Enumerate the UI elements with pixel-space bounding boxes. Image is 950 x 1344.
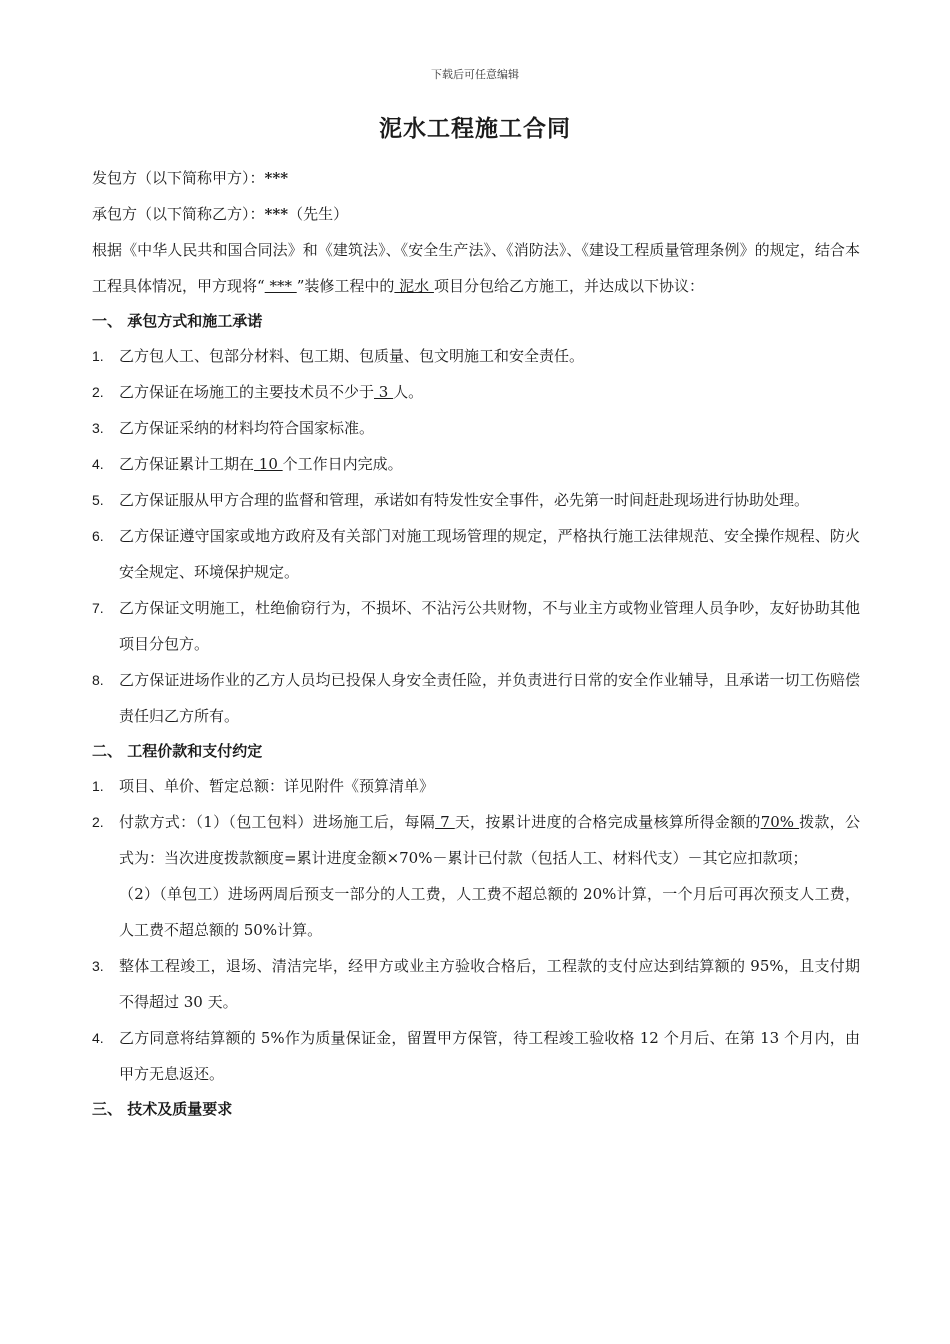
list-item bbox=[92, 590, 860, 662]
item-text: 付款方式：（1）（包工包料）进场施工后，每隔 bbox=[119, 813, 436, 831]
section-2-heading: 二、 工程价款和支付约定 bbox=[92, 742, 263, 760]
item-number: 3. bbox=[92, 958, 104, 974]
item-number: 4. bbox=[92, 456, 104, 472]
party-a-value: *** bbox=[264, 169, 289, 187]
intro-text-1: 根据《中华人民共和国合同法》和《建筑法》、《安全生产法》、《消防法》、《建设工程质量管理条例》的规定，结合本工程具体情况，甲方现将“ bbox=[92, 241, 860, 295]
list-item bbox=[92, 374, 860, 410]
item-text: 乙方保证在场施工的主要技术员不少于 bbox=[119, 383, 375, 401]
item-text: 乙方保证进场作业的乙方人员均已投保人身安全责任险，并负责进行日常的安全作业辅导，且承诺一切工伤赔偿责任归乙方所有。 bbox=[119, 671, 860, 725]
payment-sub-clause: （2）（单包工）进场两周后预支一部分的人工费，人工费不超总额的 20%计算，一个月后可再次预支人工费，人工费不超总额的 50%计算。 bbox=[119, 885, 860, 939]
item-text: 乙方同意将结算额的 5%作为质量保证金，留置甲方保管，待工程竣工验收格 12 个月后、在第 13 个月内，由甲方无息返还。 bbox=[119, 1029, 860, 1083]
payment-percent-blank: 70% bbox=[760, 813, 800, 831]
item-text: 乙方保证服从甲方合理的监督和管理，承诺如有特发性安全事件，必先第一时间赶赴现场进行协助处理。 bbox=[119, 491, 810, 509]
item-text: 乙方保证累计工期在 bbox=[119, 455, 255, 473]
party-b-value: *** bbox=[264, 205, 289, 223]
item-number: 4. bbox=[92, 1030, 104, 1046]
list-item bbox=[92, 948, 860, 1020]
list-item bbox=[92, 662, 860, 734]
payment-interval-blank: 7 bbox=[435, 813, 455, 831]
list-item bbox=[92, 338, 860, 374]
list-item bbox=[92, 804, 860, 876]
item-text: 项目、单价、暂定总额：详见附件《预算清单》 bbox=[119, 777, 435, 795]
intro-text-3: 项目分包给乙方施工，并达成以下协议： bbox=[433, 277, 704, 295]
list-item bbox=[92, 410, 860, 446]
item-number: 8. bbox=[92, 672, 104, 688]
section-1-heading: 一、 承包方式和施工承诺 bbox=[92, 312, 263, 330]
item-name-blank: 泥水 bbox=[394, 277, 434, 295]
party-a-label: 发包方（以下简称甲方）： bbox=[92, 169, 265, 187]
document-title: 泥水工程施工合同 bbox=[379, 116, 571, 142]
section-3-heading: 三、 技术及质量要求 bbox=[92, 1100, 233, 1118]
item-text: 天，按累计进度的合格完成量核算所得金额的 bbox=[454, 813, 761, 831]
item-text: 乙方包人工、包部分材料、包工期、包质量、包文明施工和安全责任。 bbox=[119, 347, 585, 365]
header-note: 下载后可任意编辑 bbox=[431, 68, 519, 81]
item-number: 2. bbox=[92, 384, 104, 400]
item-number: 3. bbox=[92, 420, 104, 436]
item-text: 乙方保证采纳的材料均符合国家标准。 bbox=[119, 419, 375, 437]
item-text: 整体工程竣工，退场、清洁完毕，经甲方或业主方验收合格后，工程款的支付应达到结算额的 95%，且支付期不得超过 30 天。 bbox=[119, 957, 860, 1011]
party-b-line bbox=[92, 196, 860, 232]
item-number: 1. bbox=[92, 778, 104, 794]
item-text: 乙方保证文明施工，杜绝偷窃行为，不损坏、不沾污公共财物，不与业主方或物业管理人员争吵，友好协助其他项目分包方。 bbox=[119, 599, 860, 653]
party-b-label: 承包方（以下简称乙方）： bbox=[92, 205, 265, 223]
item-number: 5. bbox=[92, 492, 104, 508]
party-b-suffix: （先生） bbox=[288, 205, 349, 223]
item-number: 7. bbox=[92, 600, 104, 616]
item-text: 乙方保证遵守国家或地方政府及有关部门对施工现场管理的规定，严格执行施工法律规范、安全操作规程、防火安全规定、环境保护规定。 bbox=[119, 527, 860, 581]
item-text: 人。 bbox=[393, 383, 424, 401]
list-item bbox=[92, 518, 860, 590]
work-days-blank: 10 bbox=[254, 455, 283, 473]
list-item bbox=[92, 1020, 860, 1092]
item-number: 6. bbox=[92, 528, 104, 544]
intro-paragraph bbox=[92, 232, 860, 304]
item-text: 拨款，公式为：当次进度拨款额度=累计进度金额×70%－累计已付款（包括人工、材料代支）－其它应扣款项； bbox=[119, 813, 860, 867]
document-body bbox=[92, 160, 860, 1126]
intro-text-2: ”装修工程中的 bbox=[296, 277, 395, 295]
item-text: 个工作日内完成。 bbox=[282, 455, 403, 473]
list-item bbox=[92, 482, 860, 518]
list-item bbox=[92, 768, 860, 804]
technician-count-blank: 3 bbox=[374, 383, 394, 401]
item-number: 1. bbox=[92, 348, 104, 364]
list-item bbox=[92, 446, 860, 482]
project-name-blank: *** bbox=[264, 277, 297, 295]
item-number: 2. bbox=[92, 814, 104, 830]
party-a-line bbox=[92, 160, 860, 196]
